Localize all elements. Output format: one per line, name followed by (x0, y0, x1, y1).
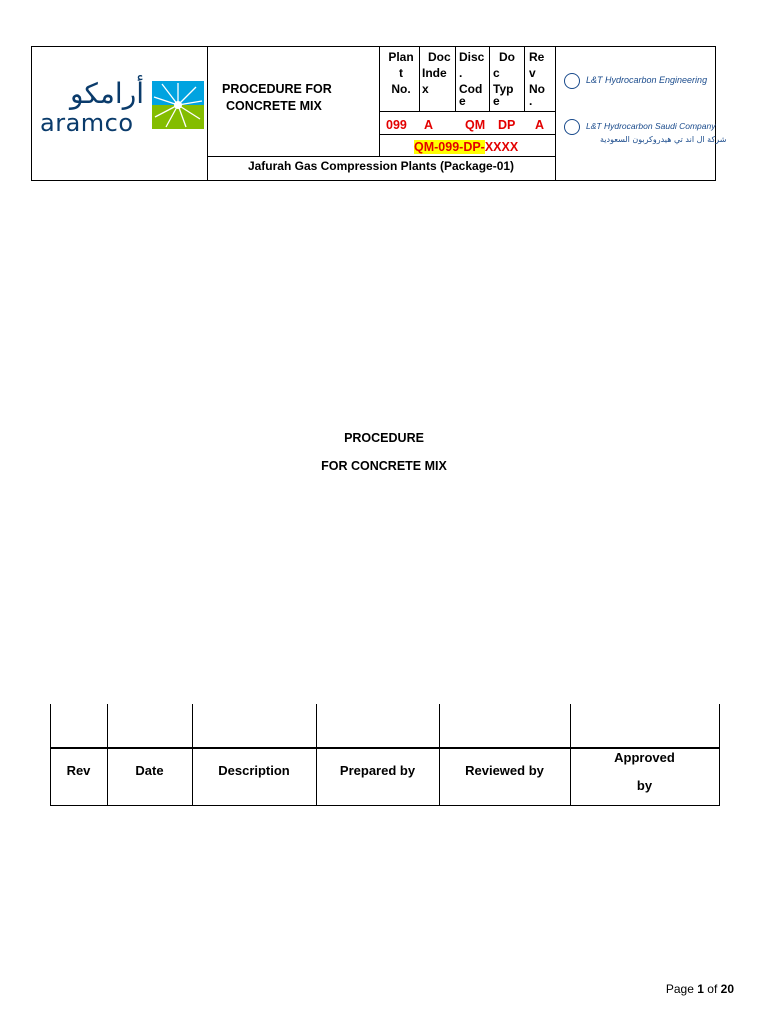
col-rev-no-l3: No (529, 82, 545, 96)
col-doc-type-l4: e (493, 94, 500, 108)
aramco-latin-text: aramco (40, 109, 134, 137)
lt-saudi-arabic-text: شركة ال اند تي هيدروكربون السعودية (600, 135, 727, 144)
col-plant-no-l1: Plan (388, 50, 414, 64)
reviewed-by-col-header: Reviewed by (465, 763, 544, 778)
col-rev-no (529, 49, 555, 109)
page-of-label: of (707, 982, 718, 996)
col-doc-type (493, 49, 524, 109)
page-number (666, 982, 734, 996)
col-disc-code (459, 49, 489, 109)
col-doc-index-l2: Inde (422, 66, 447, 80)
code-doc-index: A (424, 118, 434, 132)
project-name: Jafurah Gas Compression Plants (Package-01) (247, 159, 515, 173)
document-title-line2: FOR CONCRETE MIX (321, 459, 447, 473)
col-disc-code-l2: . (459, 66, 463, 80)
revision-table (50, 704, 720, 806)
document-number-highlighted: QM-099-DP- (414, 140, 485, 154)
lt-saudi-text: L&T Hydrocarbon Saudi Company (586, 121, 716, 131)
header-title-line2: CONCRETE MIX (226, 99, 322, 113)
document-header (31, 46, 727, 181)
document-number-suffix: XXXX (484, 140, 519, 154)
lt-circle-icon (564, 73, 580, 89)
code-rev-no: A (535, 118, 545, 132)
col-rev-no-l4: . (529, 94, 533, 108)
col-doc-index-l1: Doc (428, 50, 451, 64)
col-rev-no-l2: v (529, 66, 536, 80)
lt-engineering-text: L&T Hydrocarbon Engineering (586, 75, 708, 85)
aramco-logo (40, 77, 205, 137)
col-doc-index (422, 49, 455, 97)
document-title-line1: PROCEDURE (344, 431, 424, 445)
header-title (222, 81, 332, 115)
document-number (414, 140, 518, 154)
code-plant-no: 099 (386, 118, 407, 132)
lt-circle-icon (564, 119, 580, 135)
page-label: Page (665, 982, 694, 996)
col-plant-no-l3: No. (391, 82, 411, 96)
page-total: 20 (720, 982, 734, 996)
col-plant-no (384, 49, 418, 97)
col-rev-no-l1: Re (529, 50, 545, 64)
rev-col-header: Rev (66, 763, 91, 778)
col-doc-type-l3: Typ (493, 82, 514, 96)
date-col-header: Date (135, 763, 164, 778)
col-disc-code-l4: e (459, 94, 466, 108)
code-doc-type: DP (498, 118, 516, 132)
header-title-line1: PROCEDURE FOR (222, 82, 332, 96)
approved-by-line2: by (636, 778, 653, 793)
prepared-by-col-header: Prepared by (339, 763, 416, 778)
description-col-header: Description (218, 763, 290, 778)
col-disc-code-l1: Disc (459, 50, 485, 64)
approved-by-col-header (570, 744, 719, 800)
col-doc-index-l3: x (422, 82, 429, 96)
approved-by-line1: Approved (614, 750, 675, 765)
page-current: 1 (697, 982, 704, 996)
aramco-arabic-text: أرامكو (70, 77, 145, 110)
code-disc-code: QM (465, 118, 486, 132)
col-plant-no-l2: t (399, 66, 403, 80)
col-doc-type-l2: c (493, 66, 500, 80)
col-doc-type-l1: Do (499, 50, 515, 64)
aramco-star-icon (152, 81, 204, 129)
col-disc-code-l3: Cod (459, 82, 483, 96)
